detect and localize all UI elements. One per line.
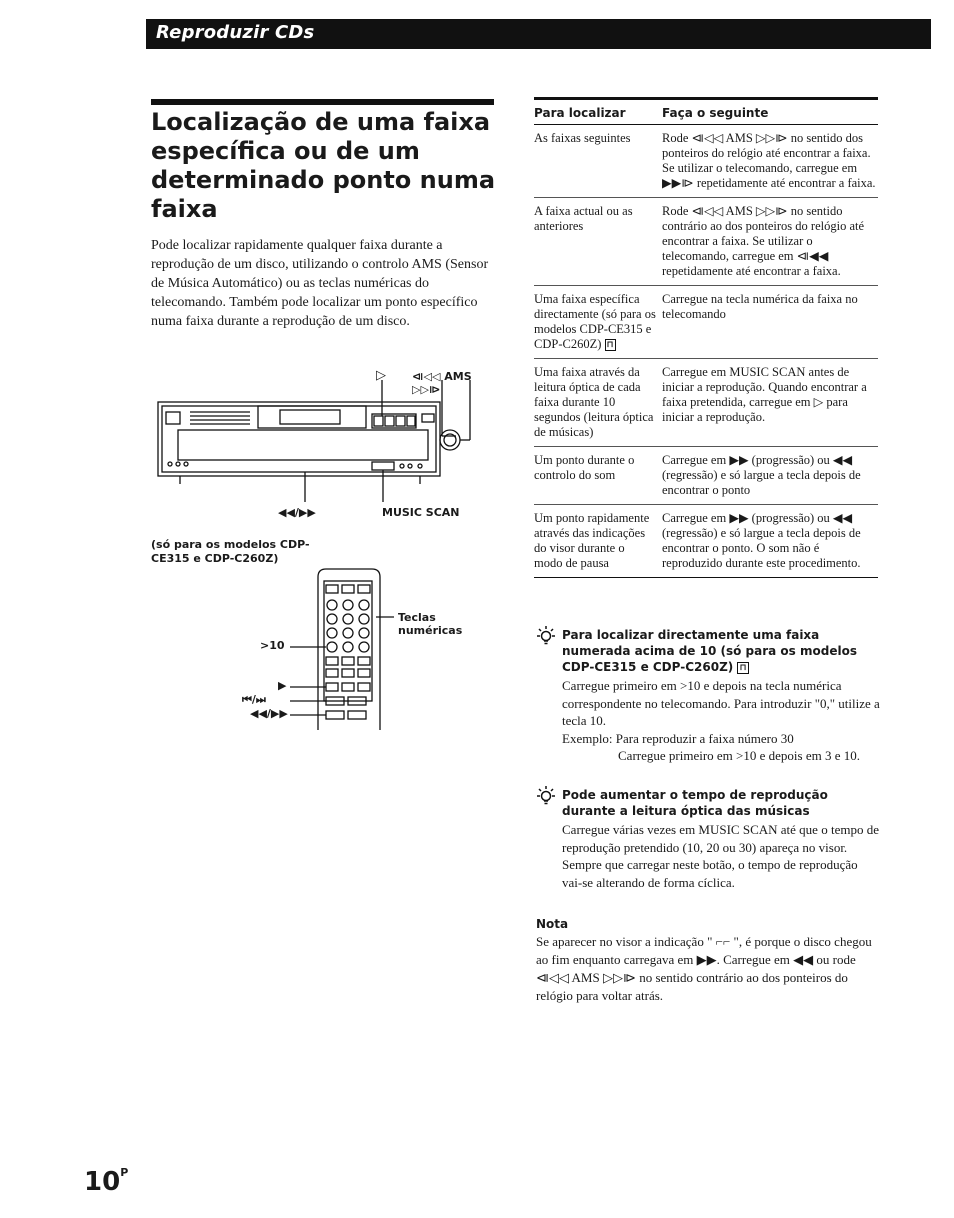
remote-drawing (150, 565, 500, 730)
table-row (534, 125, 878, 198)
section-title: Reproduzir CDs (156, 22, 315, 43)
music-scan-label: MUSIC SCAN (382, 506, 460, 519)
row-target: Um ponto rapidamente através das indicações do visor durante o modo de pausa (534, 511, 650, 570)
row-action: Carregue em ▶▶ (progressão) ou ◀◀ (regressão) e só largue a tecla depois de encontrar o ponto. O som não é reproduzido durante este procedimento. (662, 511, 861, 570)
lightbulb-icon (536, 625, 556, 647)
table-row (534, 286, 878, 359)
title-rule (151, 99, 494, 105)
table-header (534, 100, 878, 125)
tip-heading (536, 787, 881, 819)
search-label: ◀◀/▶▶ (278, 506, 316, 519)
row-target: A faixa actual ou as anteriores (534, 204, 633, 233)
tip-example (536, 730, 881, 765)
col-header-action: Faça o seguinte (662, 106, 769, 120)
ten-plus-label: >10 (260, 639, 285, 652)
play-label: ▷ (376, 368, 386, 383)
table-row (534, 198, 878, 286)
row-action: Carregue na tecla numérica da faixa no telecomando (662, 292, 858, 321)
page-suffix: P (120, 1166, 129, 1179)
tip-heading (536, 627, 881, 675)
remote-icon: ⊓ (739, 663, 747, 673)
row-action: Rode ⧏◁◁ AMS ▷▷⧐ no sentido contrário ao dos ponteiros do relógio até encontrar a faixa. Se utilizar o telecomando, carregue em ⧏◀◀ repetidamente até encontrar a faixa. (662, 204, 865, 278)
remote-search-label: ◀◀/▶▶ (250, 707, 288, 720)
remote-icon: ⊓ (606, 340, 614, 350)
tip-body: Carregue várias vezes em MUSIC SCAN até que o tempo de reprodução pretendido (10, 20 ou 30) apareça no visor. Sempre que carregar neste botão, o tempo de reprodução vai-se alterando de forma cíclica. (562, 822, 879, 890)
row-action: Carregue em ▶▶ (progressão) ou ◀◀ (regressão) e só largue a tecla depois de encontrar o ponto (662, 453, 861, 497)
page-title: Localização de uma faixa específica ou de um determinado ponto numa faixa (151, 108, 496, 223)
row-action: Rode ⧏◁◁ AMS ▷▷⧐ no sentido dos ponteiros do relógio até encontrar a faixa. Se utilizar o telecomando, carregue em ▶▶⧐ repetidamente até encontrar a faixa. (662, 131, 876, 190)
tip-body: Carregue primeiro em >10 e depois na tecla numérica correspondente no telecomando. Para introduzir "0," utilize a tecla 10. (562, 678, 880, 728)
note-section (536, 917, 881, 1005)
tip-scan-time (536, 787, 881, 891)
remote-skip-label: ⏮/⏭ (242, 693, 266, 706)
lightbulb-icon (536, 785, 556, 807)
table-row (534, 505, 878, 578)
tip-direct-track (536, 627, 881, 765)
row-target-text: Uma faixa específica directamente (só para os modelos CDP-CE315 e CDP-C260Z) (534, 292, 656, 351)
row-target: Uma faixa através da leitura óptica de cada faixa durante 10 segundos (leitura óptica de músicas) (534, 365, 654, 439)
section-header-bar (146, 19, 931, 49)
table-row (534, 447, 878, 505)
example-label: Exemplo: (562, 730, 613, 746)
cd-player-figure (150, 360, 500, 530)
row-target: As faixas seguintes (534, 131, 631, 145)
table-row (534, 359, 878, 447)
page-number (84, 1166, 128, 1197)
remote-figure (150, 565, 500, 730)
note-heading: Nota (536, 917, 569, 931)
locate-table (534, 97, 878, 578)
row-target: Um ponto durante o controlo do som (534, 453, 635, 482)
note-body: Se aparecer no visor a indicação " ⌐⌐ ", é porque o disco chegou ao fim enquanto carregava em ▶▶. Carregue em ◀◀ ou rode ⧏◁◁ AMS ▷▷⧐ no sentido contrário ao dos ponteiros do relógio para voltar atrás. (536, 934, 872, 1003)
remote-caption: (só para os modelos CDP-CE315 e CDP-C260Z) (151, 538, 310, 565)
remote-play-label: ▶ (278, 679, 287, 692)
ams-label: ⧏◁◁ AMS ▷▷⧐ (412, 370, 472, 396)
example-line2: Carregue primeiro em >10 e depois em 3 e 10. (618, 748, 860, 763)
row-target (534, 292, 662, 352)
col-header-target: Para localizar (534, 106, 626, 120)
example-line1: Para reproduzir a faixa número 30 (615, 730, 794, 746)
page-number-text: 10 (84, 1167, 121, 1197)
tip-heading-text: Para localizar directamente uma faixa numerada acima de 10 (só para os modelos CDP-CE315 e CDP-C260Z) (562, 628, 857, 674)
cd-player-drawing (150, 380, 500, 520)
intro-paragraph: Pode localizar rapidamente qualquer faixa durante a reprodução de um disco, utilizando o controlo AMS (Sensor de Música Automático) ou as teclas numéricas do telecomando. Também pode localizar um ponto específico numa faixa durante a reprodução de um disco. (151, 238, 489, 329)
row-action: Carregue em MUSIC SCAN antes de iniciar a reprodução. Quando encontrar a faixa pretendida, carregue em ▷ para iniciar a reprodução. (662, 365, 867, 424)
numeric-keys-label: Teclas numéricas (398, 611, 463, 637)
tip-heading-text: Pode aumentar o tempo de reprodução durante a leitura óptica das músicas (562, 788, 828, 818)
